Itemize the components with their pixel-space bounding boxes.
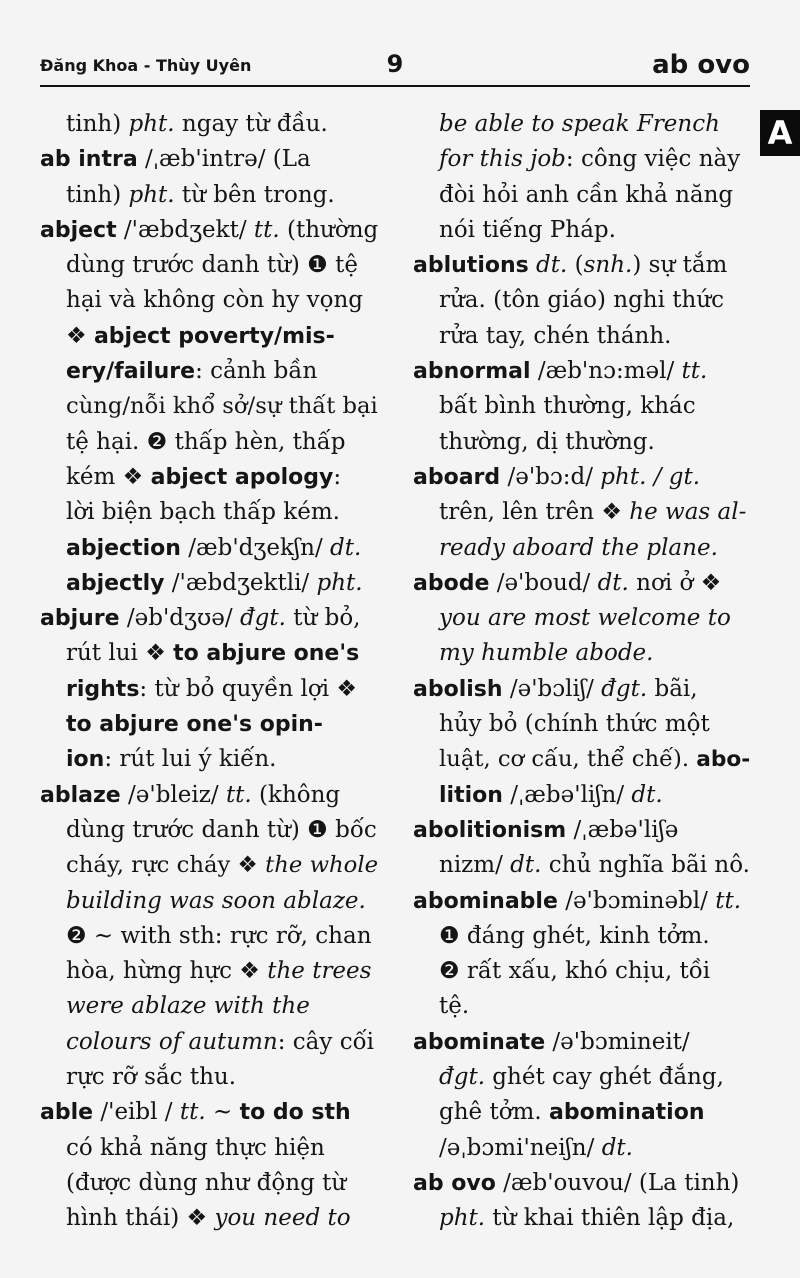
definition-text: dùng trước danh từ) ❶ tệ <box>66 252 358 279</box>
definition-text: /'æbdʒekt/ <box>116 216 254 243</box>
entry-start-line <box>40 778 378 813</box>
italic-text: pht. <box>439 1205 486 1232</box>
headword: ab intra <box>40 147 138 173</box>
headword: aboard <box>413 464 501 490</box>
definition-text: từ bên trong. <box>174 181 335 208</box>
entry-line <box>40 1025 378 1060</box>
italic-text: for this job <box>439 146 566 173</box>
italic-text: dt. <box>536 252 568 279</box>
entry-start-line <box>40 213 378 248</box>
thumb-index-tab: A <box>760 110 800 156</box>
entry-line <box>40 354 378 389</box>
entry-start-line <box>413 460 750 495</box>
italic-text: pht. / gt. <box>600 463 701 490</box>
definition-text: ❶ đáng ghét, kinh tởm. <box>439 922 710 949</box>
definition-text: /əb'dʒʊə/ <box>119 605 240 632</box>
entry-line <box>413 178 750 213</box>
definition-text: : rút lui ý kiến. <box>104 746 277 773</box>
entry-line <box>40 319 378 354</box>
italic-text: building was soon ablaze. <box>66 887 366 914</box>
bold-phrase: rights <box>66 676 140 702</box>
entry-line <box>413 848 750 883</box>
entry-line <box>40 460 378 495</box>
definition-text: rửa. (tôn giáo) nghi thức <box>439 287 725 314</box>
entry-start-line <box>413 884 750 919</box>
definition-text: dùng trước danh từ) ❶ bốc <box>66 816 377 843</box>
entry-line <box>40 107 378 142</box>
entry-line <box>413 1201 750 1236</box>
definition-text: /ə'bleiz/ <box>120 781 226 808</box>
definition-text: /ˌæbə'liʃə <box>566 816 679 843</box>
definition-text: /'eibl / <box>93 1099 180 1126</box>
entry-line <box>40 283 378 318</box>
entry-line <box>413 495 750 530</box>
entry-line <box>40 636 378 671</box>
entry-line <box>40 813 378 848</box>
definition-text: lời biện bạch thấp kém. <box>66 499 340 526</box>
definition-text: /ˌæb'intrə/ (La <box>137 146 311 173</box>
definition-text: /æb'nɔ:məl/ <box>530 358 682 385</box>
definition-text: ❷ rất xấu, khó chịu, tồi <box>439 958 711 985</box>
headword: abjection <box>66 535 181 561</box>
italic-text: dt. <box>510 852 542 879</box>
headword: abode <box>413 570 490 596</box>
definition-text: bãi, <box>647 675 698 702</box>
definition-text: ~ <box>205 1099 240 1126</box>
definition-text: hòa, hừng hực ❖ <box>66 958 268 985</box>
authors: Đăng Khoa - Thùy Uyên <box>40 56 252 75</box>
entry-line <box>40 672 378 707</box>
definition-text: /'æbdʒektli/ <box>164 569 317 596</box>
italic-text: tt. <box>179 1099 206 1126</box>
definition-text: nơi ở ❖ <box>628 569 722 596</box>
entry-line <box>413 989 750 1024</box>
entry-line <box>40 954 378 989</box>
definition-text: rửa tay, chén thánh. <box>439 322 672 349</box>
entry-line <box>413 707 750 742</box>
bold-phrase: ery/failure <box>66 359 196 385</box>
italic-text: tt. <box>225 781 252 808</box>
definition-text: (được dùng như động từ <box>66 1169 347 1196</box>
headword: abject <box>40 217 117 243</box>
definition-text: tinh) <box>66 181 129 208</box>
bold-phrase: to abjure one's opin- <box>66 712 323 738</box>
entry-line <box>413 213 750 248</box>
italic-text: colours of autumn <box>66 1028 278 1055</box>
entry-line <box>413 283 750 318</box>
definition-text: /ˌæbə'liʃn/ <box>502 781 632 808</box>
bold-phrase: ion <box>66 747 105 773</box>
entry-start-line <box>413 354 750 389</box>
definition-text: ghét cay ghét đắng, <box>485 1064 724 1091</box>
definition-text: /æb'ouvou/ (La tinh) <box>495 1169 740 1196</box>
definition-text: /ə'bɔliʃ/ <box>502 675 602 702</box>
definition-text: : từ bỏ quyền lợi ❖ <box>139 675 358 702</box>
definition-text: ❖ <box>66 322 94 349</box>
definition-text: chủ nghĩa bãi nô. <box>541 852 750 879</box>
definition-text: hình thái) ❖ <box>66 1205 215 1232</box>
definition-text: thường, dị thường. <box>439 428 655 455</box>
definition-text: /ə'bɔmineit/ <box>545 1028 690 1055</box>
italic-text: my humble abode. <box>439 640 654 667</box>
definition-text: rút lui ❖ <box>66 640 174 667</box>
bold-phrase: abject apology <box>150 464 334 490</box>
entry-line <box>40 707 378 742</box>
headword: abominable <box>413 888 558 914</box>
headword: ablaze <box>40 782 121 808</box>
entry-line <box>413 1131 750 1166</box>
entry-line <box>40 1060 378 1095</box>
italic-text: tt. <box>681 358 708 385</box>
entry-start-line <box>413 672 750 707</box>
definition-text: đòi hỏi anh cần khả năng <box>439 181 734 208</box>
definition-text <box>529 252 536 278</box>
italic-text: dt. <box>631 781 663 808</box>
italic-text: pht. <box>128 181 175 208</box>
headword: ablutions <box>413 253 529 279</box>
entry-line <box>413 601 750 636</box>
entry-line <box>413 636 750 671</box>
headword: able <box>40 1100 94 1126</box>
definition-text: : cây cối <box>277 1028 375 1055</box>
italic-text: đgt. <box>439 1064 485 1091</box>
entry-start-line <box>40 142 378 177</box>
entry-start-line <box>40 601 378 636</box>
page-number: 9 <box>386 50 404 78</box>
definition-text: có khả năng thực hiện <box>66 1134 325 1161</box>
definition-text: luật, cơ cấu, thể chế). <box>439 746 697 773</box>
definition-text: từ khai thiên lập địa, <box>485 1205 735 1232</box>
definition-text: nói tiếng Pháp. <box>439 216 616 243</box>
entry-line <box>413 319 750 354</box>
definition-text: rực rỡ sắc thu. <box>66 1064 237 1091</box>
definition-text: : cảnh bần <box>195 358 318 385</box>
definition-text: : <box>333 463 342 490</box>
entry-line <box>40 248 378 283</box>
headword: abjure <box>40 606 120 632</box>
italic-text: tt. <box>715 887 742 914</box>
headword: abominate <box>413 1029 546 1055</box>
headword: abo- <box>696 747 751 773</box>
italic-text: you are most welcome to <box>439 605 731 632</box>
entry-line <box>40 1201 378 1236</box>
definition-text: cùng/nỗi khổ sở/sự thất bại <box>66 393 378 420</box>
italic-text: dt. <box>601 1134 633 1161</box>
definition-text: tệ. <box>439 993 470 1020</box>
definition-text: nizm/ <box>439 852 511 879</box>
entry-line <box>413 1095 750 1130</box>
entry-line <box>40 848 378 883</box>
italic-text: đgt. <box>239 605 286 632</box>
italic-text: dt. <box>330 534 362 561</box>
definition-text: cháy, rực cháy ❖ <box>66 852 266 879</box>
definition-text: trên, lên trên ❖ <box>439 499 630 526</box>
headword: abolish <box>413 676 503 702</box>
definition-text: tinh) <box>66 111 129 137</box>
italic-text: snh. <box>583 252 633 279</box>
entry-line <box>413 954 750 989</box>
entry-line <box>40 495 378 530</box>
entry-line <box>40 884 378 919</box>
bold-phrase: abject poverty/mis- <box>93 323 335 349</box>
definition-text: bất bình thường, khác <box>439 393 696 420</box>
definition-text: /əˌbɔmi'neiʃn/ <box>439 1134 602 1161</box>
entry-line <box>413 425 750 460</box>
italic-text: the whole <box>265 852 379 879</box>
definition-text: hủy bỏ (chính thức một <box>439 711 710 738</box>
italic-text: be able to speak French <box>439 111 720 137</box>
entry-start-line <box>413 566 750 601</box>
italic-text: were ablaze with the <box>66 993 310 1020</box>
left-column <box>40 107 378 1237</box>
headword: lition <box>439 782 503 808</box>
definition-text: ) sự tắm <box>632 252 728 279</box>
italic-text: pht. <box>316 569 363 596</box>
italic-text: ready aboard the plane. <box>439 534 718 561</box>
entry-start-line <box>413 248 750 283</box>
entry-line <box>413 1060 750 1095</box>
headword: abolitionism <box>413 817 567 843</box>
definition-text: (không <box>251 781 341 808</box>
definition-text: ghê tởm. <box>439 1099 549 1126</box>
definition-text: từ bỏ, <box>285 605 361 632</box>
definition-text: ❷ ~ with sth: rực rỡ, chan <box>66 922 372 949</box>
italic-text: the trees <box>267 958 372 985</box>
entry-line <box>40 531 378 566</box>
definition-text: /ə'boud/ <box>489 569 598 596</box>
entry-line <box>40 566 378 601</box>
definition-text: : công việc này <box>565 146 741 173</box>
headword: abnormal <box>413 359 531 385</box>
definition-text: ngay từ đầu. <box>174 111 328 137</box>
bold-phrase: to abjure one's <box>173 641 360 667</box>
definition-text: /ə'bɔminəbl/ <box>557 887 716 914</box>
entry-line <box>413 107 750 142</box>
italic-text: he was al- <box>629 499 747 526</box>
headword: ab ovo <box>413 1170 496 1196</box>
guide-word: ab ovo <box>652 50 750 80</box>
italic-text: pht. <box>128 111 175 137</box>
headword: abjectly <box>66 570 165 596</box>
entry-line <box>40 1166 378 1201</box>
entry-line <box>413 389 750 424</box>
definition-text: (thường <box>279 216 379 243</box>
entry-line <box>40 425 378 460</box>
definition-text: tệ hại. ❷ thấp hèn, thấp <box>66 428 346 455</box>
italic-text: tt. <box>253 216 280 243</box>
definition-text: /ə'bɔ:d/ <box>500 463 601 490</box>
italic-text: đgt. <box>601 675 648 702</box>
entry-line <box>40 178 378 213</box>
entry-line <box>413 531 750 566</box>
definition-text: hại và không còn hy vọng <box>66 287 364 314</box>
headword: abomination <box>548 1100 705 1126</box>
definition-text: kém ❖ <box>66 463 151 490</box>
entry-line <box>413 778 750 813</box>
definition-text: ( <box>567 252 584 279</box>
entry-line <box>413 142 750 177</box>
italic-text: you need to <box>214 1205 351 1232</box>
entry-line <box>413 742 750 777</box>
entry-line <box>40 389 378 424</box>
entry-start-line <box>40 1095 378 1130</box>
entry-line <box>40 919 378 954</box>
entry-line <box>413 919 750 954</box>
header-rule <box>40 85 750 87</box>
right-column <box>413 107 750 1237</box>
entry-line <box>40 742 378 777</box>
page-header <box>40 50 750 84</box>
italic-text: dt. <box>597 569 629 596</box>
entry-start-line <box>413 1166 750 1201</box>
bold-phrase: to do sth <box>239 1100 351 1126</box>
entry-line <box>40 989 378 1024</box>
entry-start-line <box>413 813 750 848</box>
definition-text: /æb'dʒekʃn/ <box>180 534 331 561</box>
entry-line <box>40 1131 378 1166</box>
entry-start-line <box>413 1025 750 1060</box>
